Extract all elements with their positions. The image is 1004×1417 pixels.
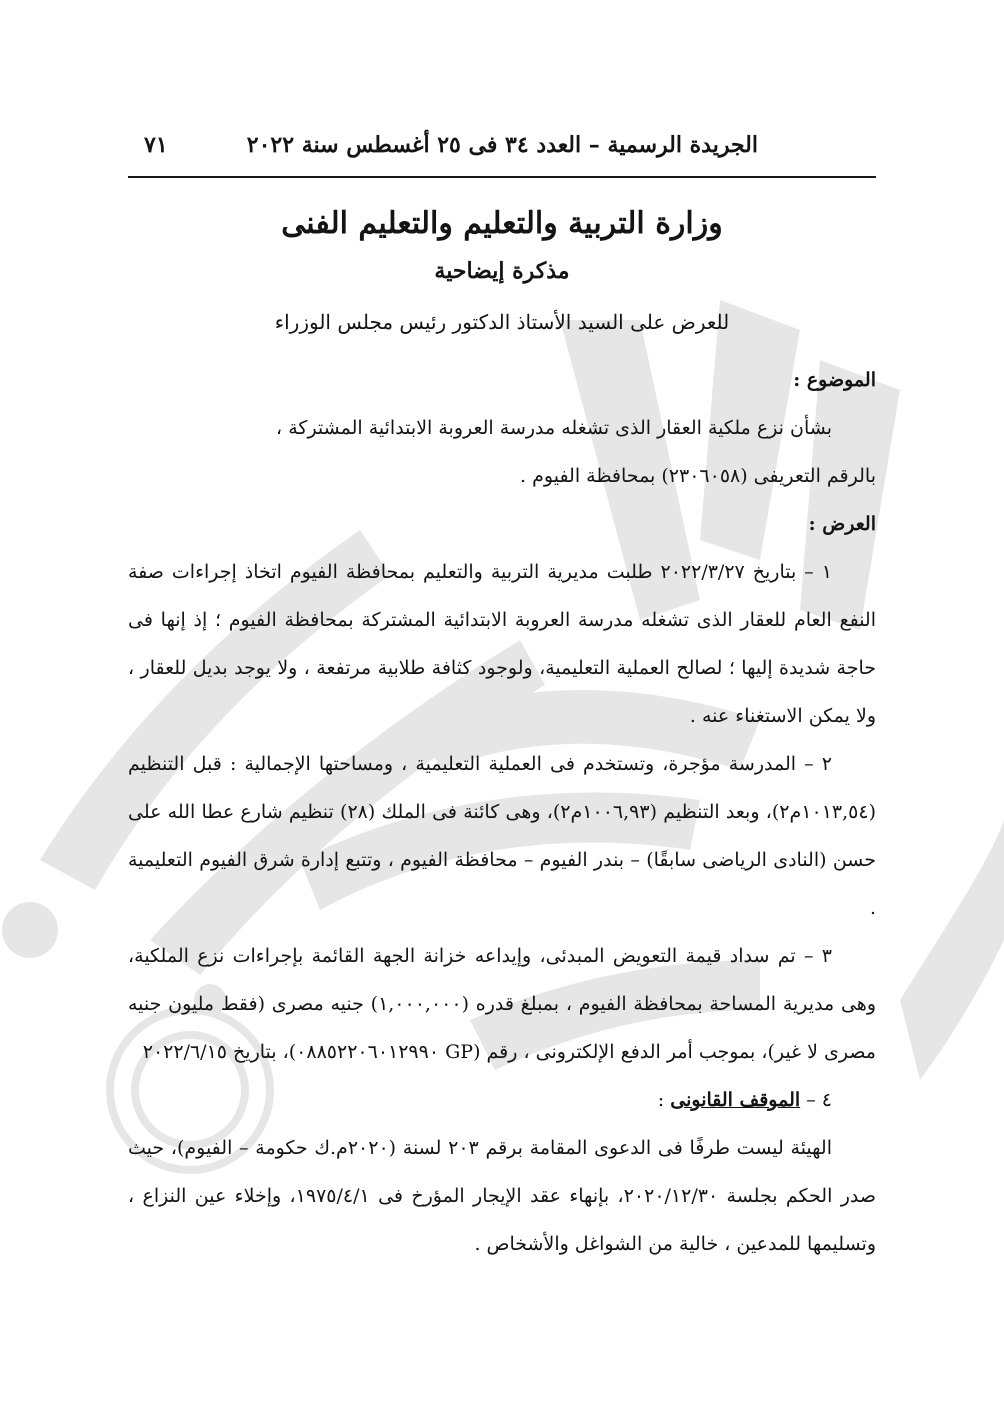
header-divider xyxy=(128,176,876,178)
document-body xyxy=(128,356,876,1268)
presentation-heading: العرض : xyxy=(808,513,876,535)
paragraph-2: ٢ – المدرسة مؤجرة، وتستخدم فى العملية التعليمية ، ومساحتها الإجمالية : قبل التنظيم (١٠١٣,٥٤م٢)، وبعد التنظيم (١٠٠٦,٩٣م٢)، وهى كائنة فى الملك (٢٨) تنظيم شارع عطا الله على حسن (النادى الرياضى سابقًا) – بندر الفيوم – محافظة الفيوم ، وتتبع إدارة شرق الفيوم التعليمية . xyxy=(128,753,876,919)
paragraph-3: ٣ – تم سداد قيمة التعويض المبدئى، وإيداعه خزانة الجهة القائمة بإجراءات نزع الملكية، وهى مديرية المساحة بمحافظة الفيوم ، بمبلغ قدره (١,٠٠٠,٠٠٠) جنيه مصرى (فقط مليون جنيه مصرى لا غير)، بموجب أمر الدفع الإلكترونى ، رقم (GP ٠٨٨٥٢٢٠٦٠١٢٩٩٠)، بتاريخ ٢٠٢٢/٦/١٥ xyxy=(128,945,877,1063)
memo-title: مذكرة إيضاحية xyxy=(434,258,570,284)
paragraph-4-heading xyxy=(128,1076,876,1124)
legal-position-heading: الموقف القانونى xyxy=(670,1089,801,1111)
paragraph-5: الهيئة ليست طرفًا فى الدعوى المقامة برقم ٢٠٣ لسنة (٢٠٢٠م.ك حكومة – الفيوم)، حيث صدر الحكم بجلسة ٢٠٢٠/١٢/٣٠، بإنهاء عقد الإيجار المؤرخ فى ١٩٧٥/٤/١، وإخلاء عين النزاع ، وتسليمها للمدعين ، خالية من الشواغل والأشخاص . xyxy=(128,1137,877,1255)
subject-heading: الموضوع : xyxy=(793,369,876,391)
ministry-title: وزارة التربية والتعليم والتعليم الفنى xyxy=(281,206,723,241)
document-page xyxy=(128,0,876,1417)
paragraph-4-number: ٤ – xyxy=(806,1089,832,1111)
subject-line-1: بشأن نزع ملكية العقار الذى تشغله مدرسة العروبة الابتدائية المشتركة ، xyxy=(276,417,832,439)
page-number: ٧١ xyxy=(144,132,168,158)
paragraph-1: ١ – بتاريخ ٢٠٢٢/٣/٢٧ طلبت مديرية التربية والتعليم بمحافظة الفيوم اتخاذ إجراءات صفة النفع العام للعقار الذى تشغله مدرسة العروبة الابتدائية المشتركة بمحافظة الفيوم ؛ إذ إنها فى حاجة شديدة إليها ؛ لصالح العملية التعليمية، ولوجود كثافة طلابية مرتفعة ، ولا يوجد بديل للعقار ، ولا يمكن الاستغناء عنه . xyxy=(128,561,876,727)
subject-line-2: بالرقم التعريفى (٢٣٠٦٠٥٨) بمحافظة الفيوم . xyxy=(520,465,876,487)
addressee-line: للعرض على السيد الأستاذ الدكتور رئيس مجلس الوزراء xyxy=(274,310,730,334)
page-header xyxy=(128,128,876,168)
paragraph-4-colon: : xyxy=(657,1089,671,1111)
gazette-issue-header: الجريدة الرسمية – العدد ٣٤ فى ٢٥ أغسطس سنة ٢٠٢٢ xyxy=(246,132,758,158)
